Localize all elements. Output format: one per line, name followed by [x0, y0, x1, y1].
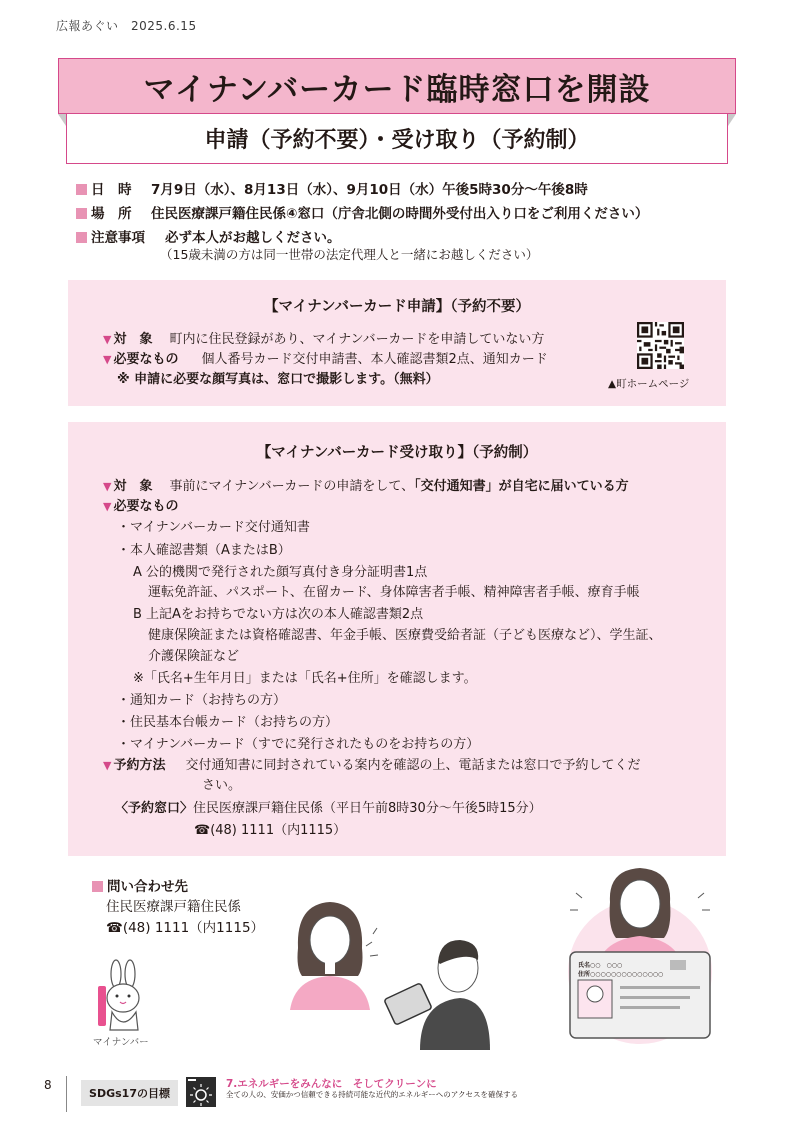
triangle-bullet-icon: ▼: [103, 759, 112, 772]
triangle-bullet-icon: ▼: [103, 333, 112, 346]
contact-heading: 問い合わせ先: [92, 875, 188, 895]
info-place: 場 所 住民医療課戸籍住民係④窓口（庁舎北側の時間外受付出入り口をご利用ください）: [76, 204, 648, 224]
receive-target: ▼ 対 象 事前にマイナンバーカードの申請をして、「交付通知書」が自宅に届いている方: [103, 479, 629, 494]
apply-needs: ▼ 必要なもの 個人番号カード交付申請書、本人確認書類2点、通知カード: [103, 352, 548, 367]
info-notice: 注意事項 必ず本人がお越しください。: [76, 228, 341, 248]
square-bullet-icon: [76, 184, 87, 195]
square-bullet-icon: [76, 208, 87, 219]
card-holder-illustration: [560, 862, 720, 1052]
sdgs-label: SDGs17の目標: [81, 1080, 178, 1106]
triangle-bullet-icon: ▼: [103, 353, 112, 366]
banner-fold-right: [728, 114, 736, 126]
card-name-line: 氏名○○ ○○○: [578, 962, 623, 969]
counter-illustration: [270, 890, 490, 1050]
list-item: 健康保険証または資格確認書、年金手帳、医療費受給者証（子ども医療など）、学生証、: [148, 628, 662, 643]
sdg7-sun-icon: [186, 1077, 216, 1107]
apply-photo-note: ※ 申請に必要な顔写真は、窓口で撮影します。（無料）: [117, 372, 439, 387]
receive-needs-label: ▼ 必要なもの: [103, 499, 179, 514]
list-item: ・マイナンバーカード交付通知書: [117, 520, 310, 535]
subtitle-box: [66, 114, 728, 164]
sdg-goal-description: 全ての人の、安価かつ信頼できる持続可能な近代的エネルギーへのアクセスを確保する: [226, 1090, 518, 1099]
triangle-bullet-icon: ▼: [103, 500, 112, 513]
reservation-window: 〈予約窓口〉住民医療課戸籍住民係（平日午前8時30分～午後5時15分）: [115, 801, 542, 816]
receive-method: ▼ 予約方法 交付通知書に同封されている案内を確認の上、電話または窓口で予約してくだ: [103, 758, 641, 773]
mascot-caption: マイナンバー: [93, 1037, 149, 1048]
contact-dept: 住民医療課戸籍住民係: [106, 899, 241, 915]
list-item: 介護保険証など: [148, 649, 240, 664]
mynumber-mascot-icon: [90, 958, 154, 1034]
reservation-phone: ☎(48) 1111（内1115）: [194, 823, 347, 838]
list-item: ・通知カード（お持ちの方）: [117, 693, 287, 708]
footer-divider: [66, 1076, 67, 1112]
page-number: 8: [44, 1078, 52, 1092]
list-item: ・マイナンバーカード（すでに発行されたものをお持ちの方）: [117, 737, 480, 752]
list-item: ※「氏名+生年月日」または「氏名+住所」を確認します。: [133, 671, 477, 686]
card-address-line: 住所○○○○○○○○○○○○○○: [578, 971, 664, 978]
receive-method-cont: さい。: [202, 778, 242, 793]
list-item: B 上記Aをお持ちでない方は次の本人確認書類2点: [133, 607, 424, 622]
banner-fold-left: [58, 114, 66, 126]
subtitle: 申請（予約不要）・受け取り（予約制）: [204, 128, 590, 153]
list-item: ・本人確認書類（AまたはB）: [117, 543, 291, 558]
qr-caption: ▲町ホームページ: [608, 378, 690, 390]
contact-phone: ☎(48) 1111（内1115）: [106, 920, 265, 936]
info-datetime: 日 時 7月9日（水）、8月13日（水）、9月10日（水）午後5時30分～午後8時: [76, 180, 588, 200]
list-item: A 公的機関で発行された顔写真付き身分証明書1点: [133, 565, 428, 580]
info-notice-note: （15歳未満の方は同一世帯の法定代理人と一緒にお越しください）: [160, 247, 539, 262]
main-title: マイナンバーカード臨時窓口を開設: [143, 71, 651, 108]
list-item: ・住民基本台帳カード（お持ちの方）: [117, 715, 339, 730]
square-bullet-icon: [92, 881, 103, 892]
apply-title: 【マイナンバーカード申請】（予約不要）: [264, 299, 530, 315]
publication-date: 広報あぐい 2025.6.15: [56, 19, 197, 33]
qr-code-icon[interactable]: [637, 322, 684, 369]
main-title-banner: [58, 58, 736, 114]
apply-target: ▼ 対 象 町内に住民登録があり、マイナンバーカードを申請していない方: [103, 332, 545, 347]
list-item: 運転免許証、パスポート、在留カード、身体障害者手帳、精神障害者手帳、療育手帳: [148, 585, 640, 600]
square-bullet-icon: [76, 232, 87, 243]
triangle-bullet-icon: ▼: [103, 480, 112, 493]
sdg-goal-title: 7.エネルギーをみんなに そしてクリーンに: [226, 1078, 437, 1090]
receive-title: 【マイナンバーカード受け取り】（予約制）: [256, 445, 538, 461]
